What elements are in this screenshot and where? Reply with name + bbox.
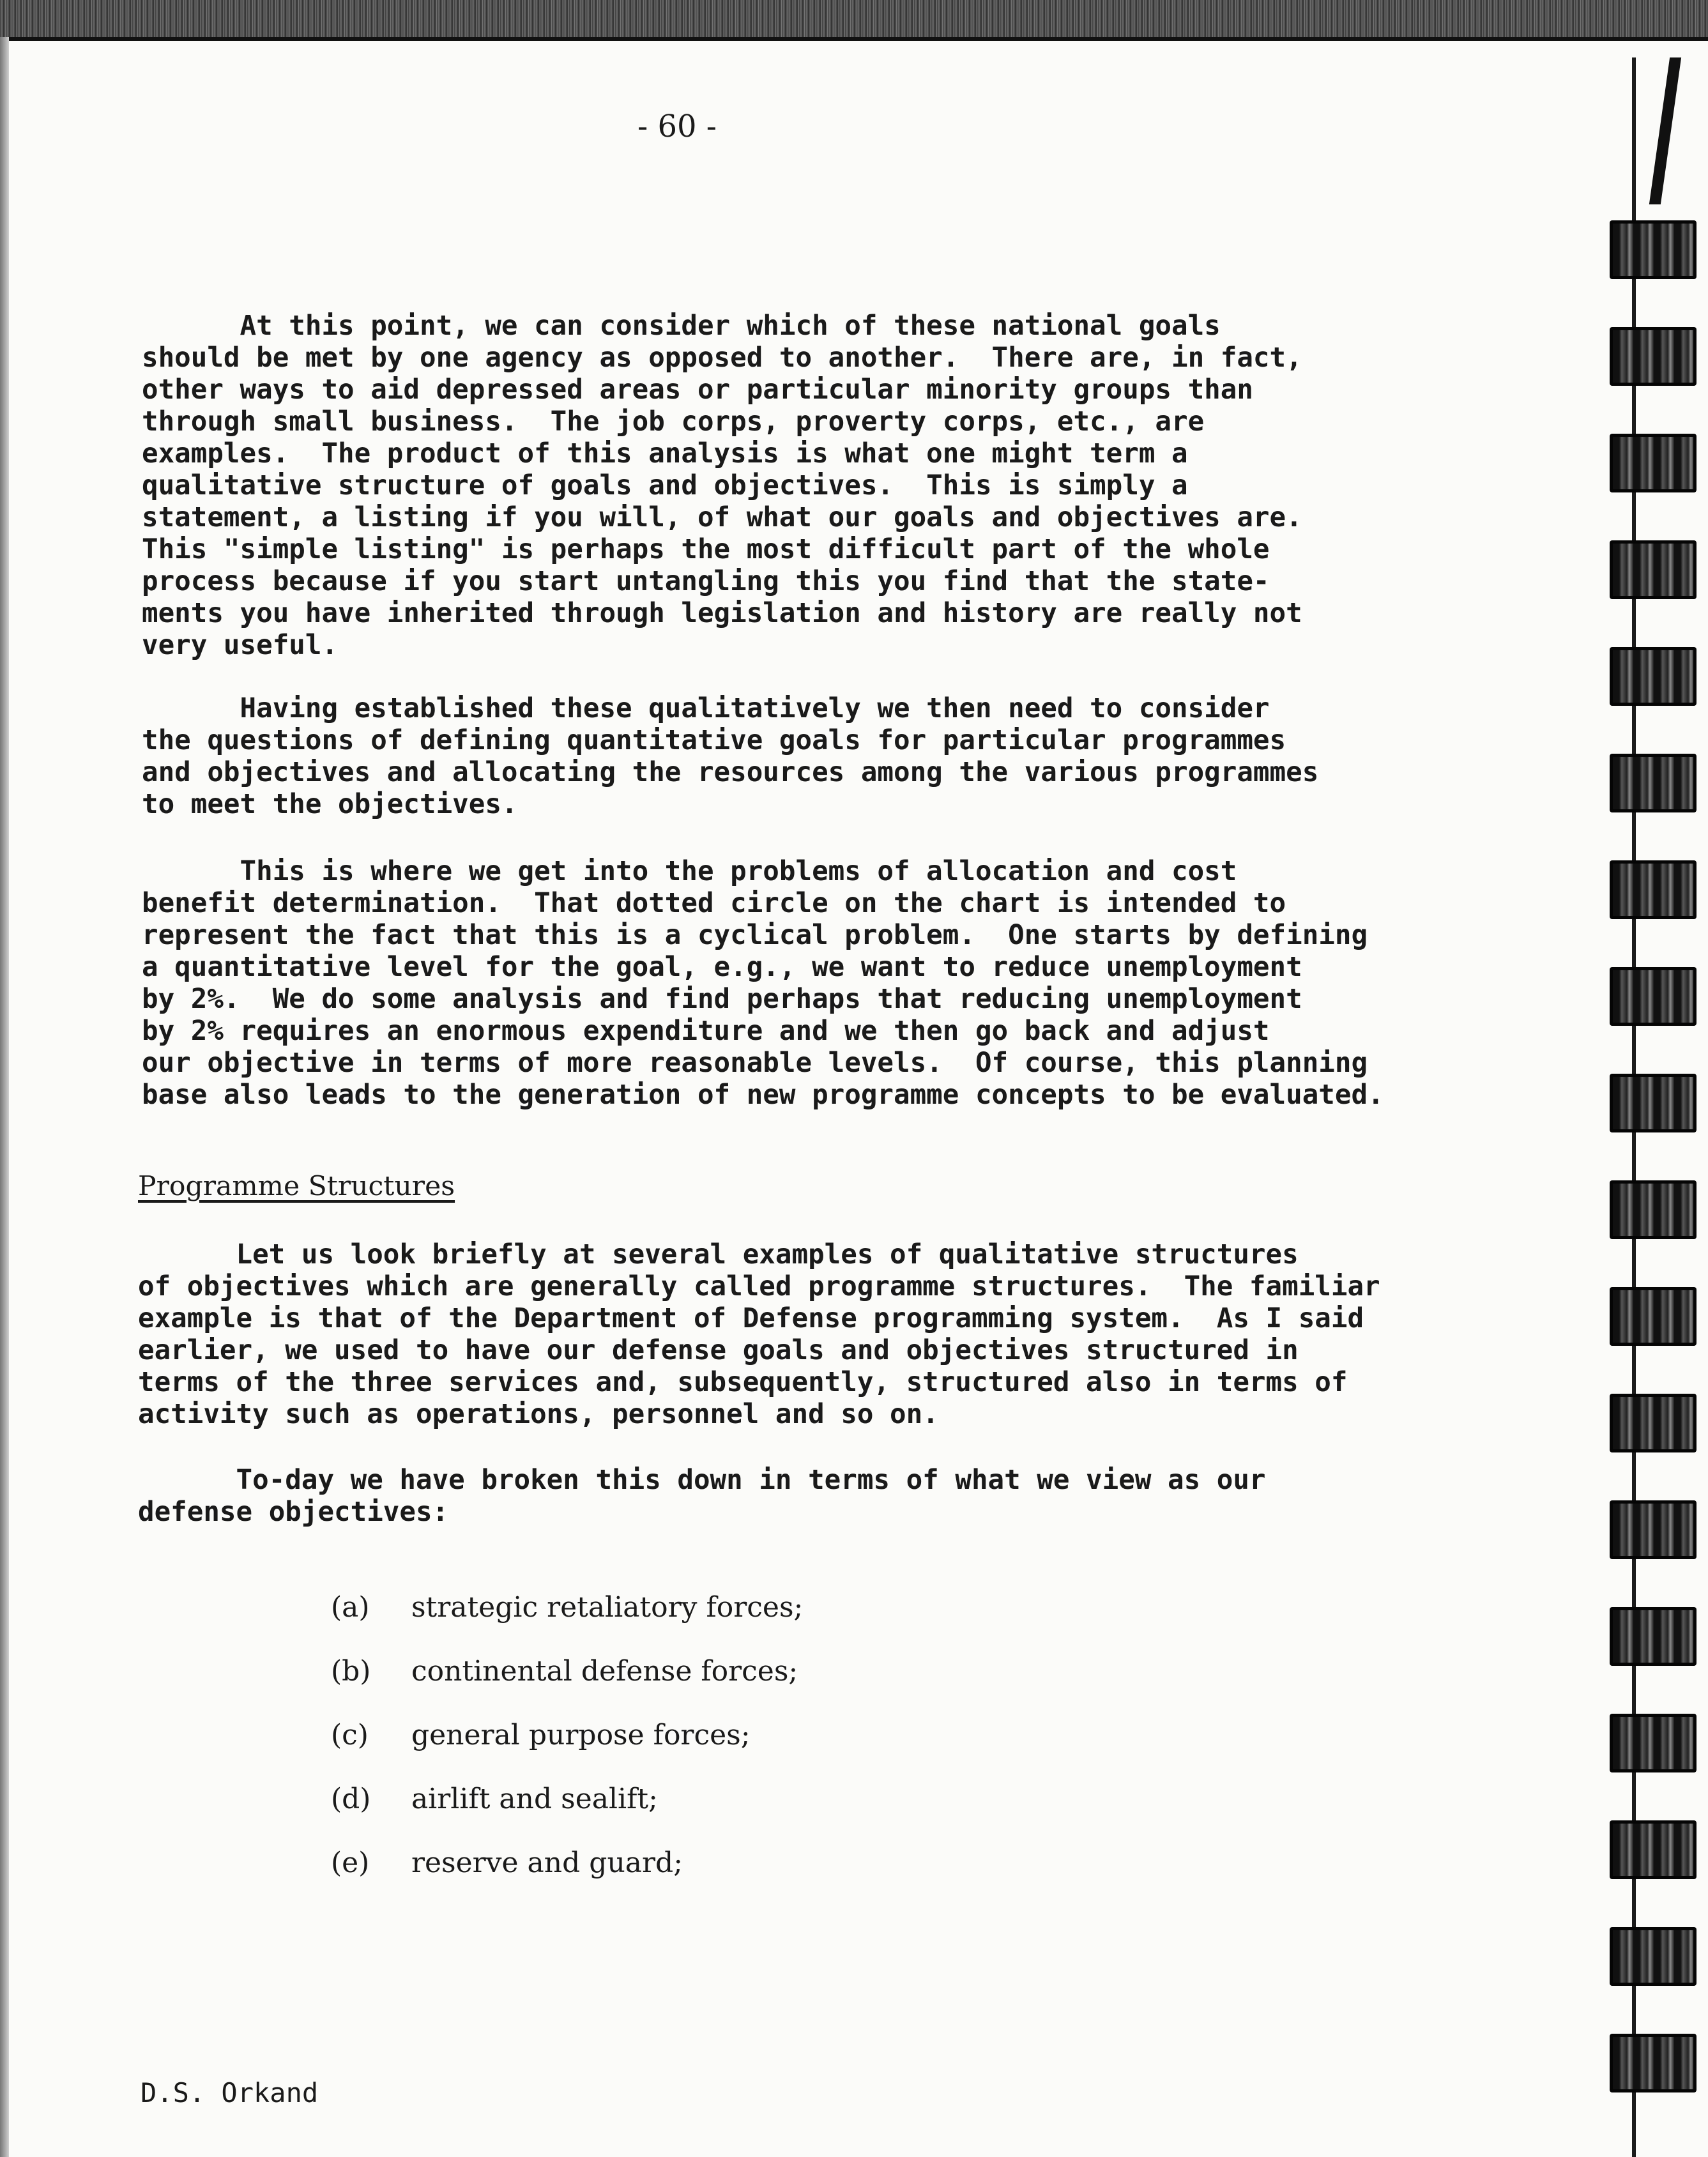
list-item-text: strategic retaliatory forces; (411, 1591, 804, 1624)
list-item-text: airlift and sealift; (411, 1783, 658, 1815)
binding-ring (1610, 1500, 1697, 1559)
list-item-text: reserve and guard; (411, 1847, 683, 1879)
section-paragraph: Let us look briefly at several examples of qualitative structures of objectives which are generally called programme structures. The familiar example is that of the Department of Defense programming system. As I said earlier, we used to have our defense goals and objectives structured in terms of the three services and, subsequently, structured also in terms of activity such as operations, personnel and so on. (138, 1239, 1380, 1430)
page-number: - 60 - (637, 109, 717, 144)
binding-ring (1610, 1074, 1697, 1132)
binding-ring (1610, 2034, 1697, 2092)
list-marker: (e) (330, 1847, 370, 1879)
binding-ring (1610, 1820, 1697, 1879)
scanned-top-edge (0, 0, 1708, 41)
body-paragraph: Having established these qualitatively we then need to consider the questions of defining quantitative goals for particular programmes and objectives and allocating the resources among the various programmes to meet the objectives. (142, 693, 1319, 820)
binding-ring (1610, 1714, 1697, 1772)
list-marker: (c) (330, 1719, 369, 1751)
binding-ring (1610, 647, 1697, 706)
binding-ring (1610, 1927, 1697, 1986)
binding-ring (1610, 540, 1697, 599)
list-item (295, 1814, 683, 1912)
binding-ring (1610, 1394, 1697, 1452)
list-marker: (d) (330, 1783, 371, 1815)
binding-ring (1610, 1180, 1697, 1239)
binding-ring (1610, 1607, 1697, 1666)
binding-ring (1610, 434, 1697, 492)
section-heading: Programme Structures (138, 1171, 455, 1202)
binding-ring (1610, 220, 1697, 279)
list-marker: (a) (330, 1591, 370, 1624)
section-paragraph: To-day we have broken this down in terms of what we view as our defense objectives: (138, 1465, 1266, 1528)
binding-ring (1610, 327, 1697, 386)
binding-ring (1610, 967, 1697, 1026)
binding-ring (1610, 754, 1697, 812)
binding-ring (1610, 1287, 1697, 1346)
body-paragraph: At this point, we can consider which of these national goals should be met by one agency as opposed to another. There are, in fact, other ways to aid depressed areas or particular minority groups than through small business. The job corps, proverty corps, etc., are examples. The product of this analysis is what one might term a qualitative structure of goals and objectives. This is simply a statement, a listing if you will, of what our goals and objectives are. This "simple listing" is perhaps the most difficult part of the whole process because if you start untangling this you find that the state- ments you have inherited through legislation and history are really not very useful. (142, 310, 1302, 661)
binding-ring (1610, 860, 1697, 919)
author-footer: D.S. Orkand (141, 2077, 319, 2108)
scanned-left-edge (0, 37, 9, 2157)
binding-mark (1649, 57, 1681, 204)
list-marker: (b) (330, 1655, 371, 1688)
body-paragraph: This is where we get into the problems of allocation and cost benefit determination. That dotted circle on the chart is intended to represent the fact that this is a cyclical problem. One starts by defining a quantitative level for the goal, e.g., we want to reduce unemployment by 2%. We do some analysis and find perhaps that reducing unemployment by 2% requires an enormous expenditure and we then go back and adjust our objective in terms of more reasonable levels. Of course, this planning base also leads to the generation of new programme concepts to be evaluated. (142, 856, 1384, 1111)
list-item-text: continental defense forces; (411, 1655, 798, 1688)
list-item-text: general purpose forces; (411, 1719, 751, 1751)
